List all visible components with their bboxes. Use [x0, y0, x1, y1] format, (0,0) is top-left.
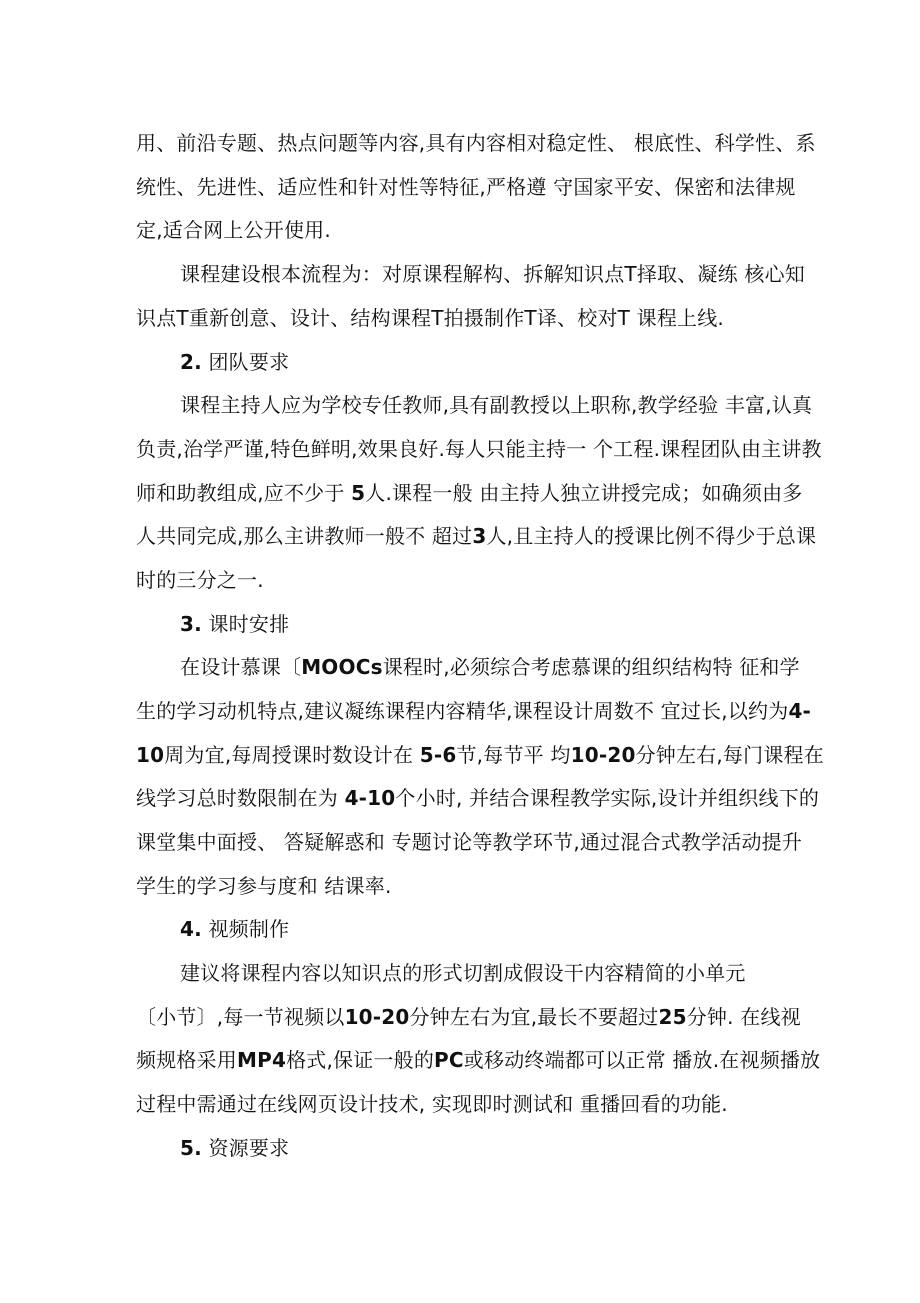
text-run: 生的学习动机特点,建议凝练课程内容精华,课程设计周数不 宜过长,以约为: [136, 699, 789, 723]
section-heading: [180, 348, 289, 376]
body-text-line: 课程建设根本流程为：对原课程解构、拆解知识点T择取、凝练 核心知: [180, 262, 805, 286]
text-run: 格式,保证一般的: [286, 1048, 435, 1072]
text-run: 师和助教组成,应不少于: [136, 481, 352, 505]
bold-number: 4-10: [344, 786, 396, 810]
text-run: 分钟左右为宜,最长不要超过: [409, 1005, 659, 1029]
body-text-line: [136, 522, 816, 550]
body-text-line: 过程中需通过在线网页设计技术, 实现即时测试和 重播回看的功能.: [136, 1092, 728, 1116]
body-text-line: 课程主持人应为学校专任教师,具有副教授以上职称,教学经验 丰富,认真: [180, 393, 813, 417]
text-run: 周为宜,每周授课时数设计在: [164, 743, 420, 767]
body-text-line: 时的三分之一.: [136, 568, 264, 592]
text-run: 频规格采用: [136, 1048, 237, 1072]
text-run: 人共同完成,那么主讲教师一般不 超过: [136, 524, 473, 548]
bold-term: PC: [434, 1048, 464, 1072]
body-text-line: 识点T重新创意、设计、结构课程T拍摄制作T译、校对T 课程上线.: [136, 306, 724, 330]
section-number: 3.: [180, 612, 202, 636]
bold-term: MOOCs: [301, 655, 383, 679]
body-text-line: 定,适合网上公开使用.: [136, 218, 331, 242]
text-run: 线学习总时数限制在为: [136, 786, 345, 810]
bold-term: MP4: [237, 1048, 287, 1072]
bold-number: 4-: [788, 699, 812, 723]
body-text-line: [180, 653, 800, 681]
bold-number: 25: [658, 1005, 687, 1029]
text-run: 人.课程一般 由主持人独立讲授完成；如确须由多: [365, 481, 803, 505]
section-title: 团队要求: [208, 350, 290, 374]
text-run: 〔小节〕,每一节视频以: [136, 1005, 345, 1029]
text-run: 在设计慕课〔: [180, 655, 302, 679]
body-text-line: [136, 741, 824, 769]
bold-number: 10-20: [344, 1005, 410, 1029]
text-run: 课程时,必须综合考虑慕课的组织结构特 征和学: [382, 655, 800, 679]
section-number: 2.: [180, 350, 202, 374]
bold-number: 5: [351, 481, 366, 505]
body-text-line: [136, 479, 803, 507]
bold-number: 10: [136, 743, 165, 767]
section-heading: [180, 1134, 289, 1162]
section-title: 视频制作: [208, 917, 290, 941]
bold-number: 10-20: [570, 743, 636, 767]
section-title: 资源要求: [208, 1136, 290, 1160]
bold-number: 3: [472, 524, 487, 548]
body-text-line: 用、前沿专题、热点问题等内容,具有内容相对稳定性、 根底性、科学性、系: [136, 131, 816, 155]
text-run: 分钟左右,每门课程在: [635, 743, 824, 767]
body-text-line: 统性、先进性、适应性和针对性等特征,严格遵 守国家平安、保密和法律规: [136, 175, 796, 199]
section-heading: [180, 915, 289, 943]
body-text-line: 学生的学习参与度和 结课率.: [136, 874, 392, 898]
body-text-line: [136, 1003, 801, 1031]
bold-number: 5-6: [419, 743, 457, 767]
body-text-line: 课堂集中面授、 答疑解惑和 专题讨论等教学环节,通过混合式教学活动提升: [136, 830, 803, 854]
text-run: 人,且主持人的授课比例不得少于总课: [486, 524, 817, 548]
section-title: 课时安排: [208, 612, 290, 636]
body-text-line: 建议将课程内容以知识点的形式切割成假设干内容精简的小单元: [180, 961, 746, 985]
text-run: 节,每节平 均: [456, 743, 571, 767]
text-run: 个小时, 并结合课程教学实际,设计并组织线下的: [395, 786, 820, 810]
body-text-line: [136, 697, 811, 725]
section-heading: [180, 610, 289, 638]
section-number: 4.: [180, 917, 202, 941]
body-text-line: [136, 784, 819, 812]
text-run: 分钟. 在线视: [686, 1005, 801, 1029]
text-run: 或移动终端都可以正常 播放.在视频播放: [463, 1048, 821, 1072]
body-text-line: 负责,治学严谨,特色鲜明,效果良好.每人只能主持一 个工程.课程团队由主讲教: [136, 437, 822, 461]
section-number: 5.: [180, 1136, 202, 1160]
body-text-line: [136, 1046, 820, 1074]
